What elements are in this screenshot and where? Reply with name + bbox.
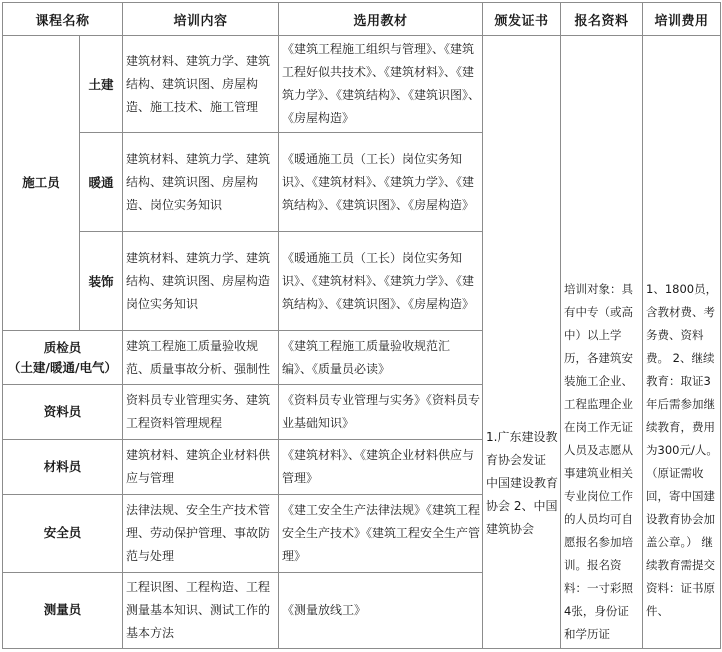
textbook-cell (279, 331, 483, 384)
training-content-cell (123, 133, 279, 232)
textbook-text: 《资料员专业管理与实务》《资料员专业基础知识》 (282, 392, 481, 430)
fee-text: 1、1800员，含教材费、考务费、资料费。 2、继续教育：取证3年后需参加继续教育，费用为300元/人。（原证需收回，寄中国建设教育协会加盖公章。） 继续教育需提交资料：证书原件、 (646, 282, 718, 618)
header-course-name: 课程名称 (3, 3, 123, 36)
course-name: 材料员 (3, 439, 123, 494)
textbook-cell (279, 36, 483, 133)
certificate-cell (483, 36, 561, 649)
table-row (3, 36, 721, 133)
textbook-cell (279, 572, 483, 648)
header-requirements: 报名资料 (561, 3, 643, 36)
course-name: 安全员 (3, 494, 123, 572)
training-content-cell (123, 36, 279, 133)
training-content-text: 工程识图、工程构造、工程测量基本知识、测试工作的基本方法 (126, 579, 271, 640)
training-content-cell (123, 439, 279, 494)
textbook-text: 《测量放线工》 (282, 602, 367, 617)
training-course-table (2, 2, 721, 649)
course-name-cell (3, 331, 123, 384)
textbook-text: 《暖通施工员（工长）岗位实务知识》、《建筑材料》、《建筑力学》、《建筑结构》、《建筑识图》、《房屋构造》 (282, 250, 475, 311)
training-content-text: 建筑材料、建筑力学、建筑结构、建筑识图、房屋构造、施工技术、施工管理 (126, 53, 271, 114)
training-content-cell (123, 572, 279, 648)
header-textbook: 选用教材 (279, 3, 483, 36)
textbook-text: 《暖通施工员（工长）岗位实务知识》、《建筑材料》、《建筑力学》、《建筑结构》、《建筑识图》、《房屋构造》 (282, 151, 475, 212)
sub-course-name: 装饰 (80, 232, 123, 331)
training-content-cell (123, 384, 279, 439)
textbook-text: 《建筑材料》、《建筑企业材料供应与管理》 (282, 447, 475, 485)
sub-course-name: 暖通 (80, 133, 123, 232)
sub-course-name: 土建 (80, 36, 123, 133)
textbook-cell (279, 439, 483, 494)
training-content-text: 建筑工程施工质量验收规范、质量事故分析、强制性 (126, 338, 271, 376)
training-content-text: 建筑材料、建筑力学、建筑结构、建筑识图、房屋构造、岗位实务知识 (126, 151, 271, 212)
training-content-text: 建筑材料、建筑企业材料供应与管理 (126, 447, 271, 485)
training-content-cell (123, 232, 279, 331)
textbook-cell (279, 133, 483, 232)
header-fee: 培训费用 (643, 3, 721, 36)
training-content-text: 法律法规、安全生产技术管理、劳动保护管理、事故防范与处理 (126, 502, 271, 563)
header-certificate: 颁发证书 (483, 3, 561, 36)
course-name-detail: （土建/暖通/电气） (7, 359, 118, 375)
requirements-text: 培训对象：具有中专（或高中）以上学历，各建筑安装施工企业、工程监理企业在岗工作无证人员及志愿从事建筑业相关专业岗位工作的人员均可自愿报名参加培训。报名资料：一寸彩照4张，身份证和学历证 (564, 282, 633, 641)
training-content-cell (123, 331, 279, 384)
header-row (3, 3, 721, 36)
course-name: 资料员 (3, 384, 123, 439)
course-name: 质检员 (43, 339, 82, 355)
training-content-cell (123, 494, 279, 572)
header-training-content: 培训内容 (123, 3, 279, 36)
textbook-cell (279, 232, 483, 331)
textbook-cell (279, 494, 483, 572)
requirements-cell (561, 36, 643, 649)
course-name-construction: 施工员 (3, 36, 80, 331)
fee-cell (643, 36, 721, 649)
textbook-text: 《建筑工程施工质量验收规范汇编》、《质量员必读》 (282, 338, 451, 376)
textbook-text: 《建筑工程施工组织与管理》、《建筑工程好似共技术》、《建筑材料》、《建筑力学》、《建筑结构》、《建筑识图》、《房屋构造》 (282, 42, 481, 126)
certificate-text: 1.广东建设教育协会发证 中国建设教育协会 2、中国建筑协会 (486, 430, 559, 536)
course-name: 测量员 (3, 572, 123, 648)
training-content-text: 资料员专业管理实务、建筑工程资料管理规程 (126, 392, 271, 430)
training-content-text: 建筑材料、建筑力学、建筑结构、建筑识图、房屋构造岗位实务知识 (126, 250, 271, 311)
textbook-cell (279, 384, 483, 439)
textbook-text: 《建工安全生产法律法规》《建筑工程安全生产技术》《建筑工程安全生产管理》 (282, 502, 481, 563)
